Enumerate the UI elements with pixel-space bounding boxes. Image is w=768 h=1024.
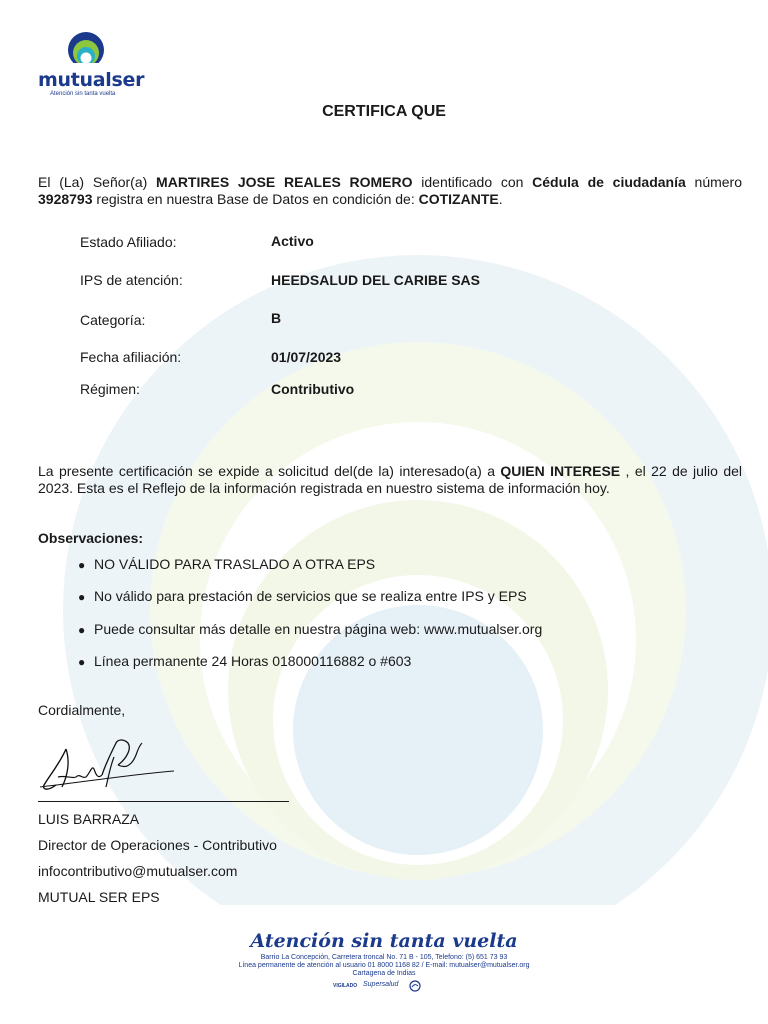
signer-position: Director de Operaciones - Contributivo <box>38 837 277 853</box>
handwritten-signature <box>36 735 181 797</box>
statement-paragraph: La presente certificación se expide a solicitud del(de la) interesado(a) a QUIEN INTERESE , el 22 de julio del 2023. Esta es el Reflejo de la información registrada en nuestro sistema de información hoy. <box>38 463 743 496</box>
id-number: 3928793 <box>38 191 93 207</box>
bullet-icon: ● <box>78 558 86 572</box>
field-label-regimen: Régimen: <box>80 381 140 397</box>
signer-organization: MUTUAL SER EPS <box>38 889 160 905</box>
field-value-categoria: B <box>271 310 282 326</box>
observation-item: ● Línea permanente 24 Horas 018000116882 o #603 <box>78 653 412 669</box>
logo-mark-icon <box>66 30 106 70</box>
field-label-ips: IPS de atención: <box>80 272 183 288</box>
mutualser-logo <box>36 30 146 102</box>
footer-city: Cartagena de Indias <box>352 970 416 977</box>
signature-line <box>38 801 289 802</box>
field-label-fecha: Fecha afiliación: <box>80 349 182 365</box>
bullet-icon: ● <box>78 623 86 637</box>
id-type: Cédula de ciudadanía <box>532 174 686 190</box>
logo-tagline: Atención sin tanta vuelta <box>50 91 116 97</box>
page-title: CERTIFICA QUE <box>322 103 446 120</box>
field-label-categoria: Categoría: <box>80 312 146 328</box>
field-value-fecha: 01/07/2023 <box>271 349 342 365</box>
supersalud-seal <box>333 980 425 994</box>
observation-item: ● No válido para prestación de servicios que se realiza entre IPS y EPS <box>78 588 527 604</box>
observation-item: ● Puede consultar más detalle en nuestra página web: www.mutualser.org <box>78 621 543 637</box>
signer-email: infocontributivo@mutualser.com <box>38 863 238 879</box>
field-value-estado: Activo <box>271 233 314 249</box>
field-label-estado: Estado Afiliado: <box>80 234 177 250</box>
field-value-ips: HEEDSALUD DEL CARIBE SAS <box>271 272 480 288</box>
observation-item: ● NO VÁLIDO PARA TRASLADO A OTRA EPS <box>78 556 376 572</box>
intro-paragraph: El (La) Señor(a) MARTIRES JOSE REALES ROMERO identificado con Cédula de ciudadanía número 3928793 registra en nuestra Base de Datos en condición de: COTIZANTE. <box>38 174 743 207</box>
vigilado-label: VIGILADO <box>333 983 358 989</box>
bullet-icon: ● <box>78 590 86 604</box>
affiliate-name: MARTIRES JOSE REALES ROMERO <box>156 174 413 190</box>
supersalud-logo-icon <box>409 980 421 992</box>
footer-slogan: Atención sin tanta vuelta <box>250 930 518 952</box>
recipient: QUIEN INTERESE <box>500 463 621 479</box>
footer-contact-line: Línea permanente de atención al usuario 01 8000 1168 82 / E-mail: mutualser@mutualser.org <box>238 962 530 969</box>
footer-address: Barrio La Concepción, Carretera troncal No. 71 B - 105, Telefono: (5) 651 73 93 <box>260 954 508 961</box>
supersalud-label: Supersalud <box>363 981 399 988</box>
bullet-icon: ● <box>78 655 86 669</box>
observations-title: Observaciones: <box>38 530 144 546</box>
affiliate-condition: COTIZANTE <box>418 191 499 207</box>
logo-wordmark: mutualser <box>38 69 145 91</box>
signer-name: LUIS BARRAZA <box>38 811 140 827</box>
closing-text: Cordialmente, <box>38 702 126 718</box>
field-value-regimen: Contributivo <box>271 381 355 397</box>
